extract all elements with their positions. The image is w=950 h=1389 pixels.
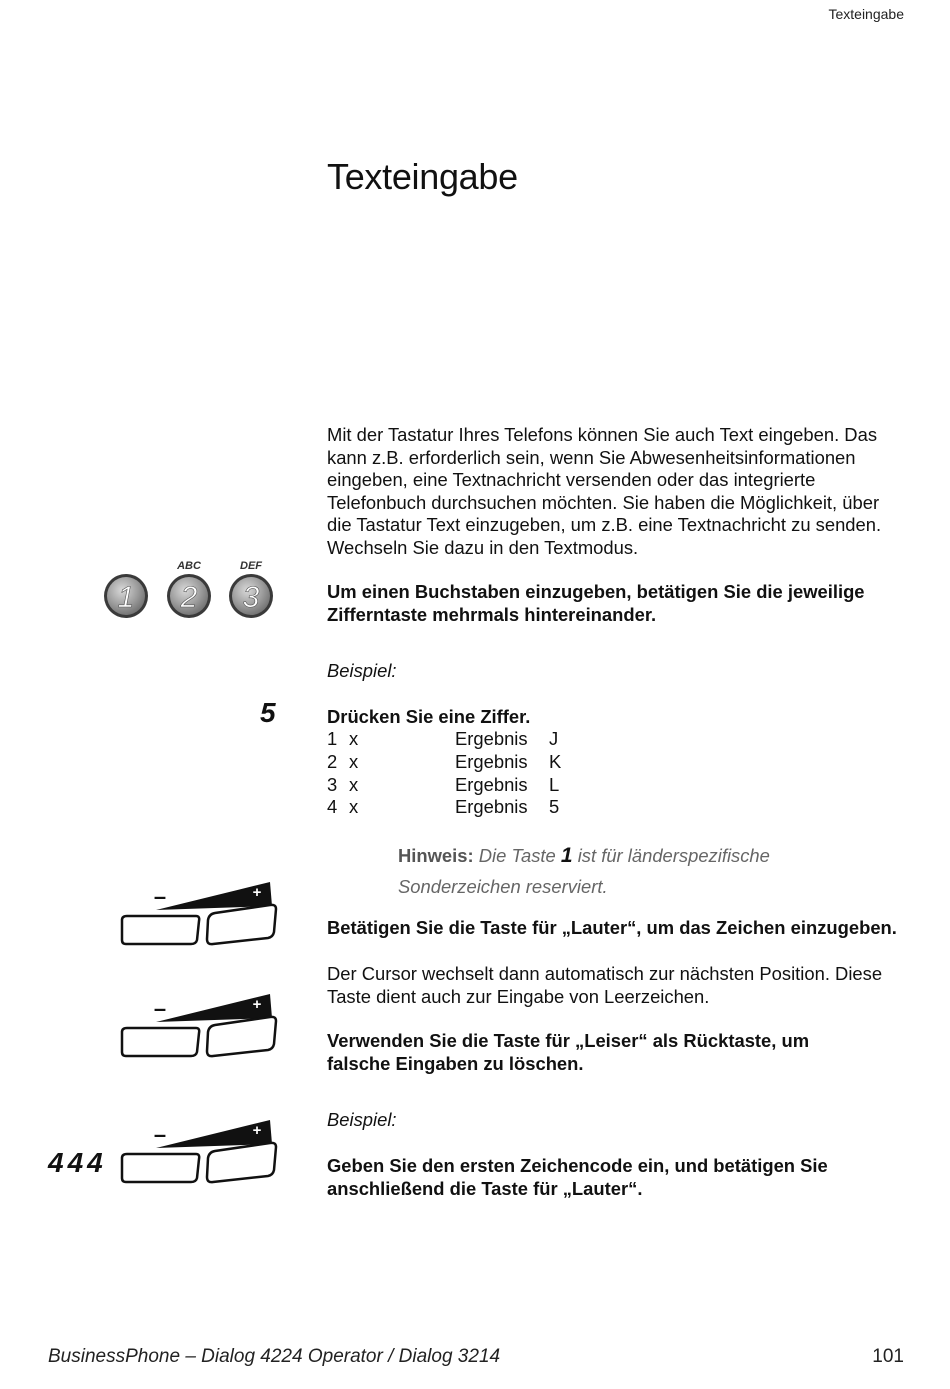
result-value: L: [549, 773, 560, 795]
result-label: Ergebnis: [455, 728, 528, 749]
result-row: [327, 774, 561, 797]
page-number: 101: [872, 1346, 904, 1367]
note-label: Hinweis:: [398, 845, 474, 866]
volume-keys-icon: [118, 878, 280, 948]
lauter-description: Der Cursor wechselt dann automatisch zur nächsten Position. Diese Taste dient auch zur Eingabe von Leerzeichen.: [327, 963, 883, 1007]
note-box: [398, 840, 878, 902]
key-1-icon: [104, 574, 148, 618]
result-row: [327, 728, 561, 751]
svg-text:–: –: [153, 884, 167, 909]
intro-paragraph: Mit der Tastatur Ihres Telefons können Sie auch Text eingeben. Das kann z.B. erforderlich sein, wenn Sie Abwesenheitsinformationen eingeben, eine Textnachricht versenden oder das integrierte Telefonbuch durchsuchen möchten. Sie haben die Möglichkeit, über die Tastatur Text einzugeben, um z.B. eine Textnachricht zu senden. Wechseln Sie dazu in den Textmodus.: [327, 424, 882, 558]
svg-text:–: –: [153, 996, 167, 1021]
result-count: 1: [327, 728, 338, 749]
volume-keys-icon: [118, 990, 280, 1060]
keypad-keys-illustration: [102, 558, 282, 622]
volume-keys-icon: [118, 1116, 280, 1186]
note-key: 1: [560, 844, 573, 867]
result-value: 5: [549, 796, 560, 818]
note-text-before: Die Taste: [478, 845, 556, 866]
result-label: Ergebnis: [455, 796, 528, 818]
result-x: x: [349, 773, 359, 795]
letter-instruction: Um einen Buchstaben einzugeben, betätigen Sie die jeweilige Zifferntaste mehrmals hintereinander.: [327, 581, 865, 625]
svg-text:3: 3: [242, 581, 260, 614]
example-digit: 5: [260, 697, 276, 728]
example-label: Beispiel:: [327, 660, 397, 681]
result-table: [327, 728, 561, 819]
result-x: x: [349, 728, 359, 749]
press-digit-instruction: Drücken Sie eine Ziffer.: [327, 706, 531, 727]
svg-text:DEF: DEF: [240, 560, 262, 572]
result-row: [327, 751, 561, 774]
footer-product: BusinessPhone – Dialog 4224 Operator / Dialog 3214: [48, 1346, 501, 1367]
code-instruction: Geben Sie den ersten Zeichencode ein, und betätigen Sie anschließend die Taste für „Lauter“.: [327, 1155, 828, 1199]
svg-text:1: 1: [117, 581, 135, 614]
lauter-instruction: Betätigen Sie die Taste für „Lauter“, um das Zeichen einzugeben.: [327, 917, 897, 938]
result-value: K: [549, 750, 562, 772]
leiser-instruction: Verwenden Sie die Taste für „Leiser“ als Rücktaste, um falsche Eingaben zu löschen.: [327, 1030, 810, 1074]
result-count: 4: [327, 796, 338, 818]
key-3-icon: [229, 560, 273, 618]
note-text-after: ist für länderspezifische Sonderzeichen reserviert.: [398, 845, 770, 897]
result-value: J: [549, 728, 559, 749]
running-header: Texteingabe: [828, 6, 904, 22]
result-label: Ergebnis: [455, 750, 528, 772]
svg-text:ABC: ABC: [177, 560, 201, 572]
result-x: x: [349, 750, 359, 772]
page-title: Texteingabe: [327, 156, 518, 197]
svg-text:–: –: [153, 1122, 167, 1147]
result-label: Ergebnis: [455, 773, 528, 795]
result-x: x: [349, 796, 359, 818]
svg-text:+: +: [252, 1122, 262, 1139]
svg-text:+: +: [252, 884, 262, 901]
result-count: 2: [327, 750, 338, 772]
result-count: 3: [327, 773, 338, 795]
example-code: 444: [48, 1147, 107, 1178]
svg-text:+: +: [252, 996, 262, 1013]
svg-text:2: 2: [180, 581, 198, 614]
result-row: [327, 796, 561, 819]
example-label: Beispiel:: [327, 1109, 397, 1130]
key-2-icon: [167, 560, 211, 618]
